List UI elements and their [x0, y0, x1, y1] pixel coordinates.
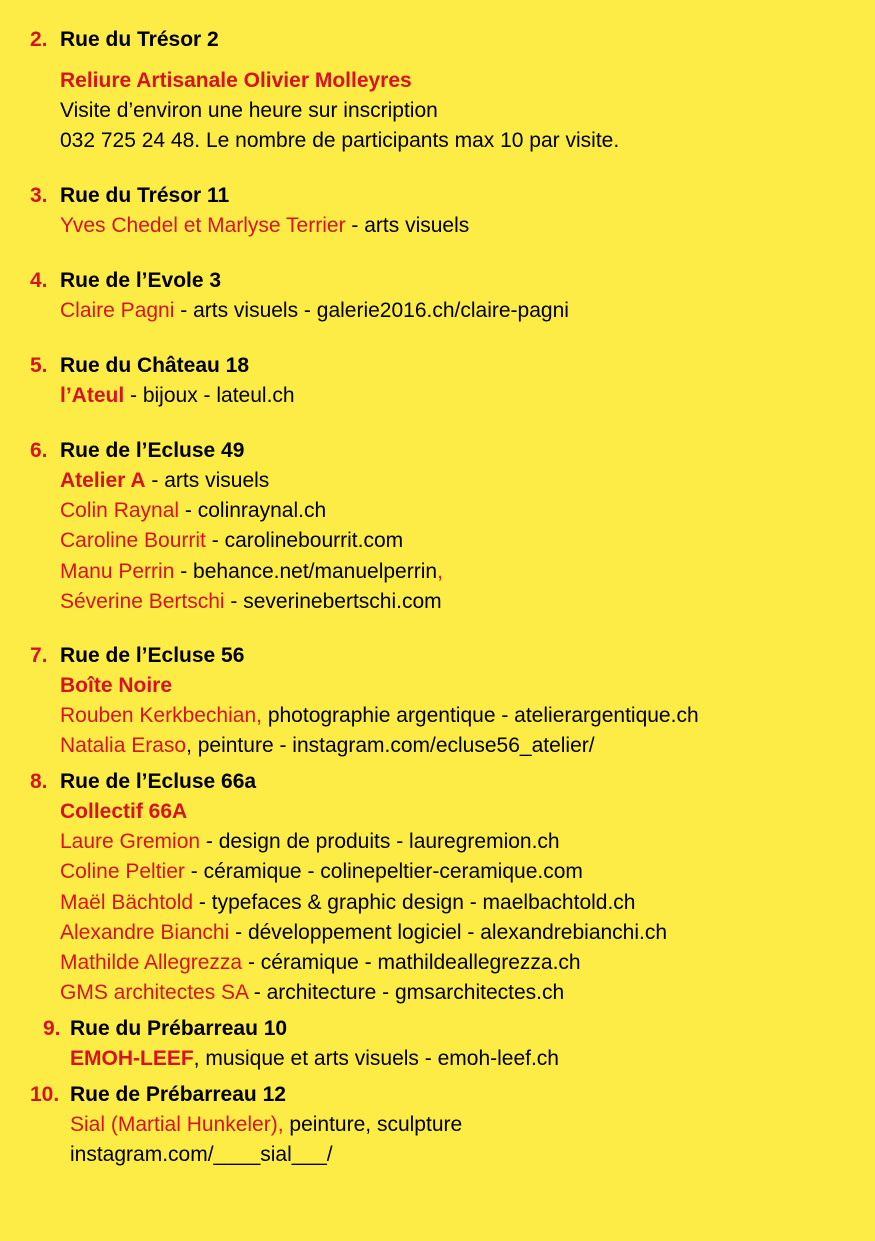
- detail-line: [70, 1110, 462, 1140]
- artist-name: Mathilde Allegrezza: [60, 951, 243, 975]
- detail-line: [60, 857, 667, 887]
- artist-name: Caroline Bourrit: [60, 529, 206, 553]
- artist-info: - colinraynal.ch: [179, 499, 327, 523]
- entry-details: [60, 296, 569, 326]
- artist-info: - arts visuels: [345, 214, 470, 237]
- artist-name: Yves Chedel et Marlyse Terrier: [60, 214, 346, 237]
- artist-info: - céramique - colinepeltier-ceramique.com: [184, 860, 583, 884]
- entry-details: [60, 797, 667, 1008]
- detail-line: [60, 978, 667, 1008]
- entry-address: Rue de l’Ecluse 56: [60, 644, 245, 667]
- detail-line: [60, 587, 443, 617]
- detail-line: [60, 466, 443, 496]
- detail-line: [70, 1140, 462, 1170]
- artist-name: Laure Gremion: [60, 830, 201, 854]
- entry-number: 3.: [30, 184, 48, 207]
- entry-number: 8.: [30, 770, 48, 793]
- entry-details: [60, 66, 619, 157]
- workshop-info: - arts visuels: [145, 469, 270, 492]
- workshop-name: Atelier A: [60, 469, 146, 492]
- entry-address: Rue du Château 18: [60, 354, 250, 377]
- detail-line: [60, 66, 619, 96]
- artist-info: - design de produits - lauregremion.ch: [200, 830, 560, 854]
- entry-details: [70, 1044, 559, 1074]
- workshop-name: l’Ateul: [60, 384, 125, 407]
- detail-line: [60, 526, 443, 556]
- workshop-info: - bijoux - lateul.ch: [124, 384, 295, 407]
- detail-line: [60, 211, 469, 241]
- artist-name: Maël Bächtold: [60, 890, 194, 914]
- entry-details: [70, 1110, 462, 1170]
- detail-line: [60, 671, 699, 701]
- detail-line: [70, 1044, 559, 1074]
- entry-number: 7.: [30, 644, 48, 667]
- entry-details: [60, 211, 469, 241]
- entry-address: Rue de l’Ecluse 49: [60, 439, 245, 462]
- artist-info: - architecture - gmsarchitectes.ch: [247, 981, 565, 1005]
- entry-address: Rue du Trésor 2: [60, 28, 219, 51]
- entry-address: Rue de Prébarreau 12: [70, 1083, 286, 1106]
- workshop-name: Reliure Artisanale Olivier Molleyres: [60, 69, 412, 92]
- artist-name: Colin Raynal: [60, 499, 180, 523]
- detail-line: [60, 381, 295, 411]
- detail-line: [60, 797, 667, 827]
- visit-info: Visite d’environ une heure sur inscription: [60, 99, 438, 123]
- artist-name: Natalia Eraso: [60, 734, 187, 758]
- detail-line: [60, 701, 699, 731]
- artist-info: - typefaces & graphic design - maelbachtold.ch: [193, 890, 636, 914]
- detail-line: [60, 731, 699, 761]
- detail-line: [60, 918, 667, 948]
- entry-details: [60, 381, 295, 411]
- detail-line: [60, 557, 443, 587]
- artist-name: Claire Pagni: [60, 299, 175, 322]
- entry-details: [60, 466, 443, 617]
- detail-line: [60, 296, 569, 326]
- artist-info: - arts visuels - galerie2016.ch/claire-pagni: [174, 299, 569, 322]
- artist-name: Rouben Kerkbechian,: [60, 704, 262, 728]
- detail-line: [60, 948, 667, 978]
- artist-name: Séverine Bertschi: [60, 589, 225, 613]
- entry-details: [60, 671, 699, 762]
- instagram-handle: instagram.com/____sial___/: [70, 1143, 333, 1167]
- artist-info: peinture, sculpture: [283, 1113, 463, 1136]
- artist-info: - carolinebourrit.com: [205, 529, 404, 553]
- artist-name: Coline Peltier: [60, 860, 185, 884]
- detail-line: [60, 496, 443, 526]
- artist-info: - céramique - mathildeallegrezza.ch: [242, 951, 581, 975]
- artist-info: photographie argentique - atelierargentique.ch: [261, 704, 699, 728]
- entry-address: Rue du Prébarreau 10: [70, 1017, 288, 1040]
- entry-number: 4.: [30, 269, 48, 292]
- entry-number: 2.: [30, 28, 48, 51]
- artist-name: GMS architectes SA: [60, 981, 248, 1005]
- artist-info: - développement logiciel - alexandrebianchi.ch: [229, 920, 668, 944]
- artist-name: Manu Perrin: [60, 559, 175, 583]
- contact-info: 032 725 24 48. Le nombre de participants max 10 par visite.: [60, 129, 620, 153]
- entry-number: 5.: [30, 354, 48, 377]
- artist-name: Sial (Martial Hunkeler),: [70, 1113, 284, 1136]
- artist-info: - behance.net/manuelperrin: [174, 559, 438, 583]
- entry-number: 9.: [43, 1017, 61, 1040]
- detail-line: [60, 888, 667, 918]
- detail-line: [60, 827, 667, 857]
- entry-address: Rue du Trésor 11: [60, 184, 230, 207]
- entry-number: 10.: [30, 1083, 60, 1106]
- detail-line: [60, 126, 619, 156]
- workshop-name: Boîte Noire: [60, 674, 173, 697]
- artist-name: Alexandre Bianchi: [60, 920, 230, 944]
- workshop-info: , musique et arts visuels - emoh-leef.ch: [193, 1047, 559, 1070]
- artist-info: , peinture - instagram.com/ecluse56_atelier/: [186, 734, 595, 758]
- artist-info: - severinebertschi.com: [224, 589, 442, 613]
- entry-number: 6.: [30, 439, 48, 462]
- workshop-name: EMOH-LEEF: [70, 1047, 194, 1070]
- entry-address: Rue de l’Ecluse 66a: [60, 770, 257, 793]
- trailing-comma: ,: [437, 559, 443, 583]
- entry-address: Rue de l’Evole 3: [60, 269, 222, 292]
- detail-line: [60, 96, 619, 126]
- workshop-name: Collectif 66A: [60, 800, 188, 823]
